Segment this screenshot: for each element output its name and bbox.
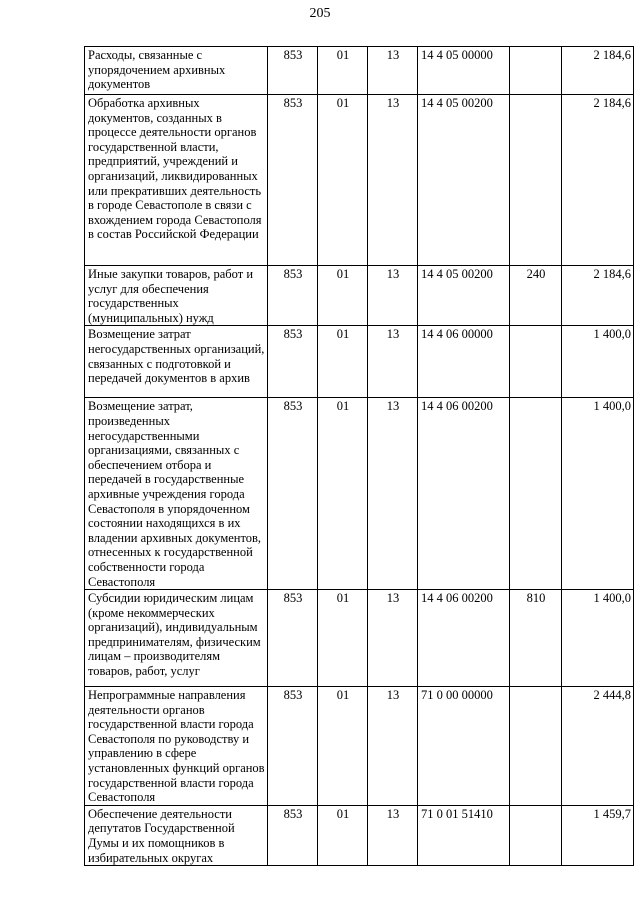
table-row xyxy=(85,95,634,266)
subsection-code-cell: 13 xyxy=(368,590,418,687)
subsection-code-cell: 13 xyxy=(368,95,418,266)
target-article-code-cell: 71 0 01 51410 xyxy=(418,805,510,865)
amount-cell: 1 400,0 xyxy=(562,398,634,590)
expense-type-code-cell xyxy=(510,687,562,806)
row-description-cell: Иные закупки товаров, работ и услуг для обеспечения государственных (муниципальных) нужд xyxy=(85,266,268,326)
subsection-code-cell: 13 xyxy=(368,398,418,590)
page-number: 205 xyxy=(309,6,331,21)
expense-type-code-cell: 240 xyxy=(510,266,562,326)
subsection-code-cell: 13 xyxy=(368,805,418,865)
ministry-code-cell: 853 xyxy=(268,805,318,865)
ministry-code-cell: 853 xyxy=(268,590,318,687)
table-row xyxy=(85,326,634,398)
table-row xyxy=(85,805,634,865)
target-article-code-cell: 14 4 05 00000 xyxy=(418,47,510,95)
ministry-code-cell: 853 xyxy=(268,47,318,95)
subsection-code-cell: 13 xyxy=(368,47,418,95)
section-code-cell: 01 xyxy=(318,687,368,806)
section-code-cell: 01 xyxy=(318,326,368,398)
row-description-cell: Возмещение затрат негосударственных организаций, связанных с подготовкой и передачей документов в архив xyxy=(85,326,268,398)
section-code-cell: 01 xyxy=(318,590,368,687)
target-article-code-cell: 71 0 00 00000 xyxy=(418,687,510,806)
table-row xyxy=(85,687,634,806)
ministry-code-cell: 853 xyxy=(268,687,318,806)
ministry-code-cell: 853 xyxy=(268,398,318,590)
expense-type-code-cell xyxy=(510,47,562,95)
amount-cell: 1 400,0 xyxy=(562,326,634,398)
section-code-cell: 01 xyxy=(318,398,368,590)
table-row xyxy=(85,590,634,687)
target-article-code-cell: 14 4 06 00200 xyxy=(418,398,510,590)
amount-cell: 1 459,7 xyxy=(562,805,634,865)
target-article-code-cell: 14 4 05 00200 xyxy=(418,95,510,266)
amount-cell: 2 444,8 xyxy=(562,687,634,806)
amount-cell: 1 400,0 xyxy=(562,590,634,687)
table-row xyxy=(85,398,634,590)
target-article-code-cell: 14 4 05 00200 xyxy=(418,266,510,326)
row-description-cell: Возмещение затрат, произведенных негосударственными организациями, связанных с обеспечением отбора и передачей в государственные архивные учреждения города Севастополя в упорядоченном состоянии находящихся в их владении архивных документов, отнесенных к государственной собственности города Севастополя xyxy=(85,398,268,590)
row-description-cell: Обеспечение деятельности депутатов Государственной Думы и их помощников в избирательных округах xyxy=(85,805,268,865)
section-code-cell: 01 xyxy=(318,47,368,95)
expense-type-code-cell xyxy=(510,398,562,590)
expense-type-code-cell xyxy=(510,95,562,266)
expense-type-code-cell xyxy=(510,805,562,865)
ministry-code-cell: 853 xyxy=(268,95,318,266)
section-code-cell: 01 xyxy=(318,805,368,865)
table-row xyxy=(85,266,634,326)
table-row xyxy=(85,47,634,95)
budget-table-body xyxy=(85,47,634,866)
budget-table xyxy=(84,46,634,866)
target-article-code-cell: 14 4 06 00200 xyxy=(418,590,510,687)
row-description-cell: Обработка архивных документов, созданных в процессе деятельности органов государственной власти, предприятий, учреждений и организаций, ликвидированных или прекративших деятельность в городе Севастополе в связи с вхождением города Севастополя в состав Российской Федерации xyxy=(85,95,268,266)
amount-cell: 2 184,6 xyxy=(562,266,634,326)
subsection-code-cell: 13 xyxy=(368,326,418,398)
row-description-cell: Субсидии юридическим лицам (кроме некоммерческих организаций), индивидуальным предпринимателям, физическим лицам – производителям товаров, работ, услуг xyxy=(85,590,268,687)
row-description-cell: Расходы, связанные с упорядочением архивных документов xyxy=(85,47,268,95)
expense-type-code-cell: 810 xyxy=(510,590,562,687)
row-description-cell: Непрограммные направления деятельности органов государственной власти города Севастополя по руководству и управлению в сфере установленных функций органов государственной власти города Севастополя xyxy=(85,687,268,806)
section-code-cell: 01 xyxy=(318,266,368,326)
amount-cell: 2 184,6 xyxy=(562,95,634,266)
subsection-code-cell: 13 xyxy=(368,687,418,806)
subsection-code-cell: 13 xyxy=(368,266,418,326)
amount-cell: 2 184,6 xyxy=(562,47,634,95)
ministry-code-cell: 853 xyxy=(268,326,318,398)
ministry-code-cell: 853 xyxy=(268,266,318,326)
section-code-cell: 01 xyxy=(318,95,368,266)
target-article-code-cell: 14 4 06 00000 xyxy=(418,326,510,398)
expense-type-code-cell xyxy=(510,326,562,398)
